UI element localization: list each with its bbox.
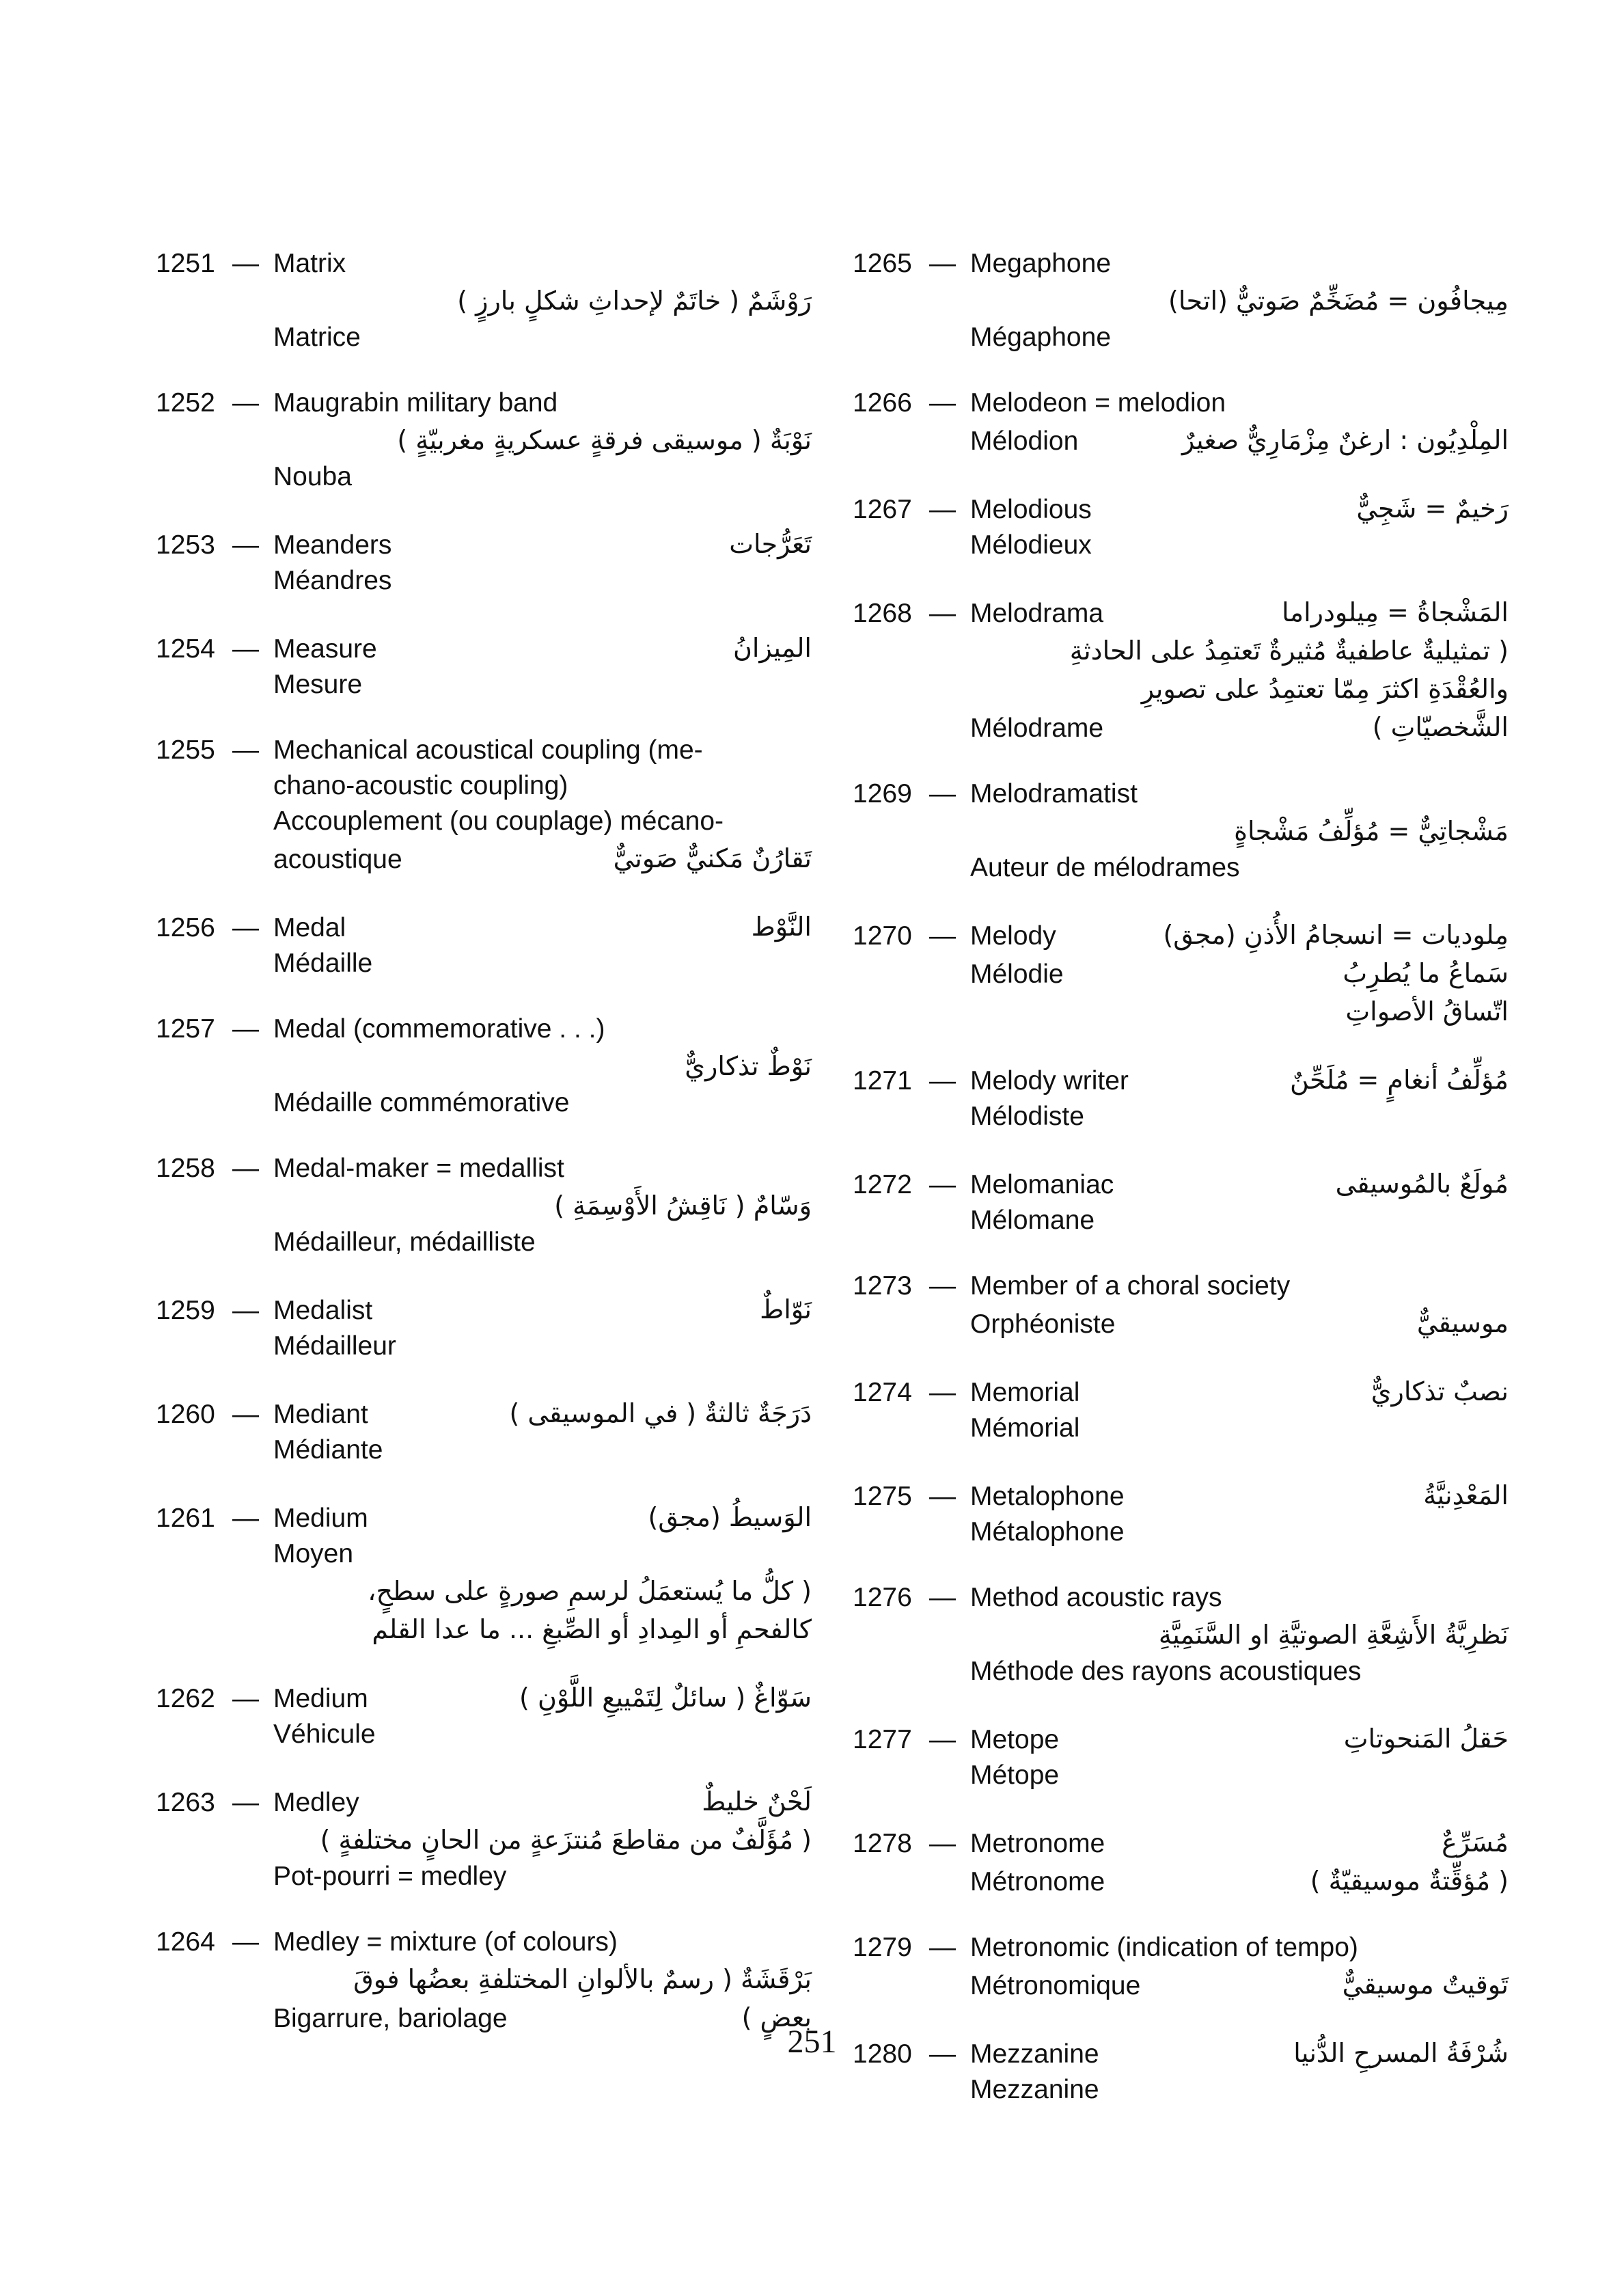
arabic-term: رَوْشَمٌ ( خاتَمٌ لإحداثِ شكلٍ بارزٍ ) [457,286,812,316]
entry-number: 1276 [853,1583,912,1612]
english-term: Medium [273,1504,368,1533]
english-term: Method acoustic rays [970,1583,1222,1612]
arabic-term: مِلوديات = انسجامُ الأُذنِ (مجق) [1163,920,1509,950]
entry-number: 1264 [156,1927,215,1957]
entry-number: 1278 [853,1829,912,1858]
entry-1270: 1270 — Melody مِلوديات = انسجامُ الأُذنِ (مجق) Mélodie سَماعُ ما يُطرِبُ اتّساقُ الأصواتِ [853,916,1509,1031]
entry-number: 1263 [156,1788,215,1817]
arabic-term: لَحْنٌ خليطٌ [702,1786,812,1817]
french-term: Médailleur [273,1331,396,1361]
english-term: Metope [970,1725,1060,1754]
arabic-term: دَرَجَةٌ ثالثةٌ ( في الموسيقى ) [509,1398,812,1428]
english-term: Medal (commemorative . . .) [273,1014,605,1044]
arabic-definition: ( مُؤَلَّفٌ من مقاطعَ مُنتزَعةٍ من الحانٍ مختلفةٍ ) [320,1825,812,1855]
french-term: Moyen [273,1539,354,1568]
french-term: Pot-pourri = medley [273,1862,507,1891]
arabic-definition: ( كلُّ ما يُستعمَلُ لرسمِ صورةٍ على سطحٍ، [368,1576,812,1606]
arabic-term: سَوّاغٌ ( سائلٌ لِتَمْييعِ اللَّوْنِ ) [519,1683,812,1713]
english-term: Medal [273,913,346,942]
french-term: Médaille commémorative [273,1088,570,1117]
entry-number: 1257 [156,1014,215,1044]
french-term: Mélodion [970,426,1079,456]
french-term: Mégaphone [970,323,1112,352]
french-term: Mélomane [970,1206,1095,1235]
english-term: Melodramatist [970,779,1138,808]
english-term: Measure [273,634,377,664]
entry-number: 1253 [156,530,215,560]
entry-1269: 1269 — Melodramatist مَشْجاتِيٌّ = مُؤلِّفُ مَشْجاةٍ Auteur de mélodrames [853,776,1509,886]
arabic-term: مُؤلِّفُ أنغامٍ = مُلَحِّنٌ [1290,1065,1509,1095]
entry-1251: 1251 — Matrix رَوْشَمٌ ( خاتَمٌ لإحداثِ شكلٍ بارزٍ ) Matrice [156,246,812,355]
english-term: Medium [273,1684,368,1713]
right-column [853,246,1509,2138]
english-term: Medalist [273,1296,373,1325]
entry-1273: 1273 — Member of a choral society Orphéoniste موسيقيٌّ [853,1268,1509,1342]
arabic-term: مَشْجاتِيٌّ = مُؤلِّفُ مَشْجاةٍ [1234,816,1509,846]
entry-1277: 1277 — Metope حَقلُ المَنحوتاتِ Métope [853,1719,1509,1793]
entry-number: 1273 [853,1271,912,1301]
entry-1255: 1255 — Mechanical acoustical coupling (me- chano-acoustic coupling) Accouplement (ou couplage) mécano- acoustique تَقارُنٌ مَكنيٌّ صَوتيٌّ [156,733,812,878]
english-term-continued: chano-acoustic coupling) [273,771,568,800]
french-term: Métronomique [970,1971,1141,2000]
entry-1266: 1266 — Melodeon = melodion Mélodion المِلْدِيُون : ارغنٌ مِزْمَارِيٌّ صغيرٌ [853,385,1509,459]
english-term: Mezzanine [970,2039,1099,2069]
entry-1276: 1276 — Method acoustic rays نَظرِيَّةُ الأَشِعَّةِ الصوتيَّةِ او السَّنَمِيَّةِ Méthode des rayons acoustiques [853,1580,1509,1689]
french-term: Nouba [273,462,352,491]
entry-number: 1265 [853,249,912,278]
french-term: Mélodieux [970,530,1092,560]
arabic-term: وَسّامٌ ( نَاقِشُ الأَوْسِمَةِ ) [554,1191,812,1221]
entry-number: 1262 [156,1684,215,1713]
french-term: Médaille [273,949,373,978]
french-term: Auteur de mélodrames [970,853,1240,882]
entry-number: 1254 [156,634,215,664]
entry-number: 1275 [853,1482,912,1511]
arabic-term: حَقلُ المَنحوتاتِ [1343,1724,1509,1754]
arabic-definition-end: الشَّخصيّاتِ ) [1372,712,1509,742]
arabic-term: نَوْطٌ تذكاريٌّ [685,1051,812,1081]
english-term: Maugrabin military band [273,388,558,418]
english-term: Metronome [970,1829,1105,1858]
french-term: Mezzanine [970,2075,1099,2104]
entry-1257: 1257 — Medal (commemorative . . .) نَوْطٌ تذكاريٌّ Médaille commémorative [156,1011,812,1121]
arabic-term: مُولَعٌ بالمُوسيقى [1335,1169,1509,1199]
left-column [156,246,812,2067]
arabic-term: شُرْفَةُ المسرحِ الدُّنيا [1293,2038,1509,2068]
french-term: Méthode des rayons acoustiques [970,1657,1362,1686]
entry-number: 1260 [156,1400,215,1429]
english-term: Medal-maker = medallist [273,1154,564,1183]
french-term-continued: acoustique [273,845,402,874]
entry-1261: 1261 — Medium الوَسيطُ (مجق) Moyen ( كلُّ ما يُستعمَلُ لرسمِ صورةٍ على سطحٍ، كالفحمِ أو المِدادِ أو الصِّبغِ ... ما عدا القلم [156,1498,812,1648]
entry-1280: 1280 — Mezzanine شُرْفَةُ المسرحِ الدُّنيا Mezzanine [853,2034,1509,2108]
entry-1253: 1253 — Meanders تَعَرُّجات Méandres [156,525,812,599]
entry-number: 1261 [156,1504,215,1533]
english-term: Metronomic (indication of tempo) [970,1933,1358,1962]
entry-number: 1272 [853,1170,912,1199]
entry-number: 1255 [156,735,215,765]
french-term: Mémorial [970,1413,1080,1443]
entry-number: 1271 [853,1066,912,1096]
english-term: Megaphone [970,249,1112,278]
entry-1271: 1271 — Melody writer مُؤلِّفُ أنغامٍ = مُلَحِّنٌ Mélodiste [853,1061,1509,1134]
arabic-term: مُسَرِّعٌ [1442,1827,1509,1858]
english-term: Melodious [970,495,1092,524]
french-term: Bigarrure, bariolage [273,2004,508,2033]
arabic-term: تَعَرُّجات [729,529,812,559]
arabic-term: النَّوْط [751,912,812,942]
english-term: Member of a choral society [970,1271,1291,1301]
arabic-term: المِلْدِيُون : ارغنٌ مِزْمَارِيٌّ صغيرٌ [1182,425,1509,455]
entry-1272: 1272 — Melomaniac مُولَعٌ بالمُوسيقى Mélomane [853,1165,1509,1238]
entry-1260: 1260 — Mediant دَرَجَةٌ ثالثةٌ ( في الموسيقى ) Médiante [156,1394,812,1468]
arabic-definition-continued: اتّساقُ الأصواتِ [1345,996,1509,1027]
entry-1268: 1268 — Melodrama المَشْجاةُ = مِيلودراما ( تمثيليةٌ عاطفيةٌ مُثيرةٌ تَعتمِدُ على الحادثةِ والعُقْدَةِ اكثرَ مِمّا تعتمِدُ على تصويرِ Mélodrame الشَّخصيّاتِ ) [853,593,1509,746]
entry-1279: 1279 — Metronomic (indication of tempo) Métronomique تَوقيتٌ موسيقيٌّ [853,1930,1509,2004]
arabic-term: موسيقيٌّ [1416,1308,1509,1338]
arabic-term-continued: بعضٍ ) [741,2002,812,2033]
french-term: Médiante [273,1435,383,1465]
entry-number: 1277 [853,1725,912,1754]
french-term: Métalophone [970,1517,1125,1547]
entry-number: 1279 [853,1933,912,1962]
entry-1274: 1274 — Memorial نصبٌ تذكاريٌّ Mémorial [853,1372,1509,1446]
english-term: Matrix [273,249,346,278]
french-term: Métronome [970,1867,1105,1896]
arabic-term: المَشْجاةُ = مِيلودراما [1282,597,1509,627]
arabic-term: الوَسيطُ (مجق) [648,1502,812,1532]
english-term: Melodrama [970,599,1104,628]
entry-number: 1274 [853,1378,912,1407]
entry-number: 1268 [853,599,912,628]
entry-number: 1259 [156,1296,215,1325]
arabic-definition-continued: كالفحمِ أو المِدادِ أو الصِّبغِ ... ما عدا القلم [372,1614,812,1644]
french-term: Véhicule [273,1719,376,1749]
entry-1259: 1259 — Medalist نَوّاطٌ Médailleur [156,1290,812,1364]
english-term: Medley = mixture (of colours) [273,1927,618,1957]
french-term: Métope [970,1760,1060,1790]
english-term: Melody [970,921,1056,951]
arabic-term: نَظرِيَّةُ الأَشِعَّةِ الصوتيَّةِ او السَّنَمِيَّةِ [1158,1620,1509,1650]
french-term: Mesure [273,670,363,699]
english-term: Metalophone [970,1482,1125,1511]
french-term: Mélodrame [970,713,1104,743]
entry-1267: 1267 — Melodious رَخيمٌ = شَجِيٌّ Mélodieux [853,489,1509,563]
arabic-term: تَوقيتٌ موسيقيٌّ [1342,1970,1509,2000]
french-term: Accouplement (ou couplage) mécano- [273,806,724,836]
arabic-term: نَوّاطٌ [760,1294,812,1324]
english-term: Melodeon = melodion [970,388,1226,418]
entry-number: 1256 [156,913,215,942]
entry-1265: 1265 — Megaphone مِيجافُون = مُضَخِّمٌ صَوتيٌّ (اتحا) Mégaphone [853,246,1509,355]
entry-number: 1251 [156,249,215,278]
english-term: Mediant [273,1400,368,1429]
english-term: Melody writer [970,1066,1129,1096]
french-term: Mélodie [970,960,1064,989]
arabic-term: المِيزانُ [732,633,812,663]
english-term: Mechanical acoustical coupling (me- [273,735,703,765]
english-term: Meanders [273,530,392,560]
french-term: Matrice [273,323,361,352]
arabic-term: تَقارُنٌ مَكنيٌّ صَوتيٌّ [613,843,812,873]
entry-1256: 1256 — Medal النَّوْط Médaille [156,908,812,981]
arabic-term: مِيجافُون = مُضَخِّمٌ صَوتيٌّ (اتحا) [1168,286,1509,316]
arabic-definition: ( مُؤقِّتةٌ موسيقيّةٌ ) [1310,1866,1509,1896]
arabic-definition: سَماعُ ما يُطرِبُ [1343,958,1509,988]
entry-number: 1266 [853,388,912,418]
french-term: Méandres [273,566,392,595]
entry-1262: 1262 — Medium سَوّاغٌ ( سائلٌ لِتَمْييعِ اللَّوْنِ ) Véhicule [156,1678,812,1752]
entry-number: 1267 [853,495,912,524]
french-term: Médailleur, médailliste [273,1227,536,1257]
entry-1275: 1275 — Metalophone المَعْدِنيَّةُ Métalophone [853,1476,1509,1550]
entry-number: 1258 [156,1154,215,1183]
arabic-term: نصبٌ تذكاريٌّ [1371,1376,1509,1406]
entry-1258: 1258 — Medal-maker = medallist وَسّامٌ ( نَاقِشُ الأَوْسِمَةِ ) Médailleur, médailliste [156,1151,812,1260]
arabic-definition-continued: والعُقْدَةِ اكثرَ مِمّا تعتمِدُ على تصويرِ [1141,674,1509,704]
arabic-term: نَوْبَةٌ ( موسيقى فرقةٍ عسكريةٍ مغربيّةٍ ) [397,425,812,455]
french-term: Orphéoniste [970,1309,1116,1339]
entry-1252: 1252 — Maugrabin military band نَوْبَةٌ ( موسيقى فرقةٍ عسكريةٍ مغربيّةٍ ) Nouba [156,385,812,495]
entry-1278: 1278 — Metronome مُسَرِّعٌ Métronome ( مُؤقِّتةٌ موسيقيّةٌ ) [853,1823,1509,1900]
entry-1254: 1254 — Measure المِيزانُ Mesure [156,629,812,703]
entry-1264: 1264 — Medley = mixture (of colours) بَرْقَشَةٌ ( رسمٌ بالألوانِ المختلفةِ بعضُها فوقَ Bigarrure, bariolage بعضٍ ) [156,1925,812,2037]
entry-number: 1270 [853,921,912,951]
arabic-term: المَعْدِنيَّةُ [1423,1480,1509,1510]
french-term: Mélodiste [970,1102,1084,1131]
arabic-term: رَخيمٌ = شَجِيٌّ [1356,493,1509,524]
page-number: 251 [787,2024,837,2060]
arabic-term: بَرْقَشَةٌ ( رسمٌ بالألوانِ المختلفةِ بعضُها فوقَ [353,1964,812,1994]
entry-1263: 1263 — Medley لَحْنٌ خليطٌ ( مُؤَلَّفٌ من مقاطعَ مُنتزَعةٍ من الحانٍ مختلفةٍ ) Pot-pourri = medley [156,1782,812,1894]
entry-number: 1280 [853,2039,912,2069]
arabic-definition: ( تمثيليةٌ عاطفيةٌ مُثيرةٌ تَعتمِدُ على الحادثةِ [1069,636,1509,666]
entry-number: 1252 [156,388,215,418]
english-term: Melomaniac [970,1170,1114,1199]
english-term: Memorial [970,1378,1080,1407]
english-term: Medley [273,1788,359,1817]
entry-number: 1269 [853,779,912,808]
